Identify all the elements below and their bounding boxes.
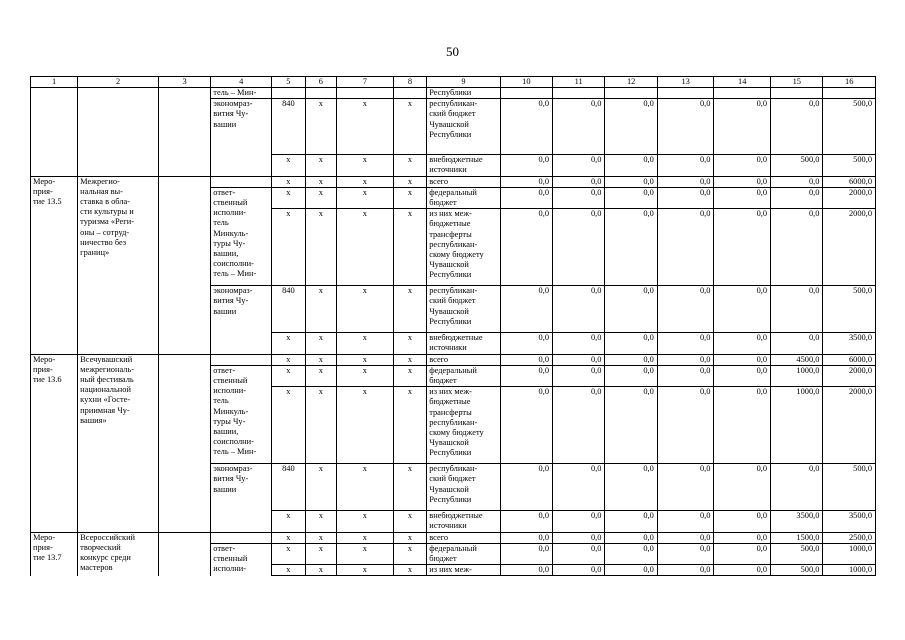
- event-code-cell: Меро- прия- тие 13.5: [31, 176, 78, 354]
- column-header-1: 1: [31, 77, 78, 88]
- x-mark-cell: х: [393, 387, 427, 464]
- program-cell: [158, 88, 210, 177]
- x-mark-cell: х: [337, 155, 394, 176]
- value-cell: 0,0: [553, 387, 605, 464]
- value-cell: 0,0: [553, 155, 605, 176]
- value-cell: 3500,0: [823, 333, 876, 354]
- x-mark-cell: [337, 88, 394, 99]
- executor-cell: [211, 532, 272, 543]
- value-cell: 500,0: [771, 565, 823, 576]
- value-cell: 0,0: [605, 99, 657, 155]
- column-header-9: 9: [427, 77, 500, 88]
- value-cell: 0,0: [553, 209, 605, 286]
- value-cell: 500,0: [823, 155, 876, 176]
- x-mark-cell: х: [337, 464, 394, 511]
- value-cell: 0,0: [605, 286, 657, 333]
- executor-cell: экономраз- вития Чу- вашии: [211, 286, 272, 354]
- value-cell: 1000,0: [771, 365, 823, 386]
- source-cell: республикан- ский бюджет Чувашской Республики: [427, 99, 500, 155]
- x-mark-cell: [305, 88, 336, 99]
- value-cell: 0,0: [657, 543, 714, 564]
- x-mark-cell: х: [272, 543, 306, 564]
- x-mark-cell: х: [305, 187, 336, 208]
- value-cell: 0,0: [553, 532, 605, 543]
- value-cell: 0,0: [657, 333, 714, 354]
- x-mark-cell: х: [305, 176, 336, 187]
- column-header-14: 14: [714, 77, 771, 88]
- value-cell: 0,0: [553, 333, 605, 354]
- value-cell: 500,0: [771, 155, 823, 176]
- x-mark-cell: х: [337, 187, 394, 208]
- x-mark-cell: х: [393, 565, 427, 576]
- x-mark-cell: х: [272, 565, 306, 576]
- event-name-cell: Всероссийский творческий конкурс среди мастеров: [78, 532, 159, 576]
- x-mark-cell: х: [272, 387, 306, 464]
- column-header-10: 10: [500, 77, 552, 88]
- x-mark-cell: х: [305, 565, 336, 576]
- column-header-8: 8: [393, 77, 427, 88]
- value-cell: 0,0: [500, 543, 552, 564]
- value-cell: 1000,0: [823, 543, 876, 564]
- value-cell: 1000,0: [771, 387, 823, 464]
- x-mark-cell: х: [272, 176, 306, 187]
- value-cell: 0,0: [553, 543, 605, 564]
- value-cell: 0,0: [771, 286, 823, 333]
- value-cell: 0,0: [605, 532, 657, 543]
- value-cell: [823, 88, 876, 99]
- value-cell: 0,0: [605, 365, 657, 386]
- x-mark-cell: х: [305, 387, 336, 464]
- source-cell: внебюджетные источники: [427, 511, 500, 532]
- source-cell: внебюджетные источники: [427, 333, 500, 354]
- value-cell: 0,0: [771, 99, 823, 155]
- table-row: [31, 176, 876, 187]
- x-mark-cell: х: [305, 543, 336, 564]
- x-mark-cell: х: [393, 286, 427, 333]
- program-cell: [158, 532, 210, 576]
- value-cell: 0,0: [500, 176, 552, 187]
- column-header-15: 15: [771, 77, 823, 88]
- value-cell: 6000,0: [823, 176, 876, 187]
- column-header-4: 4: [211, 77, 272, 88]
- x-mark-cell: х: [393, 176, 427, 187]
- x-mark-cell: х: [337, 286, 394, 333]
- x-mark-cell: х: [393, 365, 427, 386]
- value-cell: 0,0: [605, 511, 657, 532]
- grbs-code-cell: 840: [272, 286, 306, 333]
- x-mark-cell: х: [337, 365, 394, 386]
- x-mark-cell: х: [305, 532, 336, 543]
- value-cell: 6000,0: [823, 354, 876, 365]
- x-mark-cell: х: [337, 511, 394, 532]
- column-header-12: 12: [605, 77, 657, 88]
- source-cell: республикан- ский бюджет Чувашской Республики: [427, 464, 500, 511]
- source-cell: внебюджетные источники: [427, 155, 500, 176]
- value-cell: 0,0: [605, 464, 657, 511]
- value-cell: 500,0: [771, 543, 823, 564]
- x-mark-cell: х: [305, 354, 336, 365]
- value-cell: 0,0: [714, 333, 771, 354]
- value-cell: 0,0: [714, 543, 771, 564]
- value-cell: 0,0: [714, 209, 771, 286]
- value-cell: 0,0: [553, 365, 605, 386]
- x-mark-cell: х: [305, 333, 336, 354]
- event-name-cell: Межрегио- нальная вы- ставка в обла- сти культуры и туризма «Реги- оны – сотруд- ничество без границ»: [78, 176, 159, 354]
- source-cell: из них меж- бюджетные трансферты республикан- скому бюджету Чувашской Республики: [427, 387, 500, 464]
- value-cell: 0,0: [500, 209, 552, 286]
- column-header-2: 2: [78, 77, 159, 88]
- value-cell: 0,0: [553, 565, 605, 576]
- source-cell: федеральный бюджет: [427, 543, 500, 564]
- x-mark-cell: х: [305, 155, 336, 176]
- x-mark-cell: х: [272, 354, 306, 365]
- value-cell: 0,0: [500, 565, 552, 576]
- name-cell: [78, 88, 159, 177]
- value-cell: 0,0: [771, 187, 823, 208]
- source-cell: республикан- ский бюджет Чувашской Республики: [427, 286, 500, 333]
- column-header-16: 16: [823, 77, 876, 88]
- column-header-7: 7: [337, 77, 394, 88]
- x-mark-cell: х: [337, 99, 394, 155]
- executor-cell: ответ- ственный исполни-: [211, 543, 272, 576]
- budget-table: [30, 76, 876, 576]
- value-cell: 0,0: [500, 286, 552, 333]
- value-cell: 0,0: [714, 176, 771, 187]
- x-mark-cell: х: [393, 532, 427, 543]
- x-mark-cell: х: [305, 511, 336, 532]
- x-mark-cell: х: [393, 543, 427, 564]
- executor-cell: ответ- ственный исполни- тель Минкуль- туры Чу- вашии, соисполни- тель – Мин-: [211, 187, 272, 285]
- value-cell: 0,0: [657, 365, 714, 386]
- value-cell: 0,0: [714, 187, 771, 208]
- x-mark-cell: х: [337, 354, 394, 365]
- value-cell: 4500,0: [771, 354, 823, 365]
- x-mark-cell: х: [305, 365, 336, 386]
- value-cell: 0,0: [714, 99, 771, 155]
- value-cell: 0,0: [657, 209, 714, 286]
- value-cell: 0,0: [657, 511, 714, 532]
- value-cell: 0,0: [714, 354, 771, 365]
- table-row: [31, 532, 876, 543]
- value-cell: 2000,0: [823, 209, 876, 286]
- x-mark-cell: [272, 88, 306, 99]
- x-mark-cell: х: [272, 532, 306, 543]
- value-cell: 0,0: [500, 464, 552, 511]
- x-mark-cell: х: [393, 187, 427, 208]
- value-cell: 3500,0: [823, 511, 876, 532]
- value-cell: 0,0: [500, 155, 552, 176]
- program-cell: [158, 176, 210, 354]
- x-mark-cell: х: [272, 209, 306, 286]
- value-cell: 0,0: [771, 209, 823, 286]
- x-mark-cell: х: [393, 464, 427, 511]
- page-number: 50: [446, 44, 459, 59]
- value-cell: 0,0: [553, 464, 605, 511]
- value-cell: 0,0: [605, 354, 657, 365]
- x-mark-cell: х: [393, 333, 427, 354]
- value-cell: 0,0: [714, 155, 771, 176]
- value-cell: 0,0: [553, 187, 605, 208]
- source-cell: федеральный бюджет: [427, 187, 500, 208]
- value-cell: 0,0: [500, 511, 552, 532]
- value-cell: 2500,0: [823, 532, 876, 543]
- value-cell: 0,0: [657, 464, 714, 511]
- x-mark-cell: х: [337, 209, 394, 286]
- value-cell: 0,0: [657, 187, 714, 208]
- source-cell: всего: [427, 354, 500, 365]
- value-cell: 0,0: [657, 565, 714, 576]
- value-cell: 0,0: [605, 565, 657, 576]
- code-cell: [31, 88, 78, 177]
- value-cell: 0,0: [553, 354, 605, 365]
- executor-cell: [211, 354, 272, 365]
- grbs-code-cell: 840: [272, 464, 306, 511]
- value-cell: 0,0: [714, 286, 771, 333]
- source-cell: федеральный бюджет: [427, 365, 500, 386]
- header-row: [31, 77, 876, 88]
- event-name-cell: Всечувашский межрегиональ- ный фестиваль национальной кухни «Госте- приимная Чу- вашия»: [78, 354, 159, 532]
- executor-cell: экономраз- вития Чу- вашии: [211, 99, 272, 176]
- value-cell: [771, 88, 823, 99]
- executor-cell: экономраз- вития Чу- вашии: [211, 464, 272, 532]
- source-cell: из них меж-: [427, 565, 500, 576]
- value-cell: [605, 88, 657, 99]
- value-cell: 0,0: [714, 365, 771, 386]
- event-code-cell: Меро- прия- тие 13.6: [31, 354, 78, 532]
- x-mark-cell: [393, 88, 427, 99]
- event-code-cell: Меро- прия- тие 13.7: [31, 532, 78, 576]
- value-cell: [553, 88, 605, 99]
- value-cell: 0,0: [500, 99, 552, 155]
- value-cell: [657, 88, 714, 99]
- value-cell: 0,0: [771, 176, 823, 187]
- column-header-13: 13: [657, 77, 714, 88]
- value-cell: 2000,0: [823, 365, 876, 386]
- x-mark-cell: х: [305, 286, 336, 333]
- column-header-5: 5: [272, 77, 306, 88]
- value-cell: 0,0: [657, 387, 714, 464]
- x-mark-cell: х: [272, 511, 306, 532]
- column-header-3: 3: [158, 77, 210, 88]
- value-cell: 0,0: [657, 354, 714, 365]
- x-mark-cell: х: [337, 176, 394, 187]
- value-cell: 0,0: [605, 155, 657, 176]
- table-row: [31, 354, 876, 365]
- value-cell: 0,0: [605, 543, 657, 564]
- value-cell: 0,0: [500, 187, 552, 208]
- program-cell: [158, 354, 210, 532]
- value-cell: 500,0: [823, 99, 876, 155]
- value-cell: 500,0: [823, 464, 876, 511]
- x-mark-cell: х: [337, 543, 394, 564]
- x-mark-cell: х: [272, 333, 306, 354]
- value-cell: 500,0: [823, 286, 876, 333]
- value-cell: 0,0: [553, 176, 605, 187]
- x-mark-cell: х: [305, 464, 336, 511]
- x-mark-cell: х: [337, 532, 394, 543]
- source-cell: всего: [427, 532, 500, 543]
- value-cell: 0,0: [714, 464, 771, 511]
- column-header-11: 11: [553, 77, 605, 88]
- value-cell: 0,0: [714, 511, 771, 532]
- x-mark-cell: х: [393, 511, 427, 532]
- value-cell: 0,0: [605, 209, 657, 286]
- grbs-code-cell: 840: [272, 99, 306, 155]
- value-cell: 0,0: [605, 333, 657, 354]
- value-cell: 0,0: [500, 365, 552, 386]
- x-mark-cell: х: [393, 99, 427, 155]
- x-mark-cell: х: [272, 155, 306, 176]
- executor-cell: тель – Мин-: [211, 88, 272, 99]
- table-row: [31, 88, 876, 99]
- x-mark-cell: х: [337, 565, 394, 576]
- value-cell: 0,0: [714, 532, 771, 543]
- value-cell: 0,0: [553, 511, 605, 532]
- value-cell: 0,0: [714, 565, 771, 576]
- x-mark-cell: х: [393, 155, 427, 176]
- source-cell: всего: [427, 176, 500, 187]
- value-cell: [500, 88, 552, 99]
- value-cell: 0,0: [771, 333, 823, 354]
- x-mark-cell: х: [305, 209, 336, 286]
- value-cell: 0,0: [553, 286, 605, 333]
- value-cell: 0,0: [605, 387, 657, 464]
- value-cell: 0,0: [500, 333, 552, 354]
- value-cell: 0,0: [500, 387, 552, 464]
- value-cell: 0,0: [657, 99, 714, 155]
- value-cell: 0,0: [657, 155, 714, 176]
- x-mark-cell: х: [305, 99, 336, 155]
- value-cell: 0,0: [500, 532, 552, 543]
- executor-cell: ответ- ственный исполни- тель Минкуль- туры Чу- вашии, соисполни- тель – Мин-: [211, 365, 272, 463]
- x-mark-cell: х: [337, 387, 394, 464]
- value-cell: 1500,0: [771, 532, 823, 543]
- value-cell: 0,0: [714, 387, 771, 464]
- value-cell: 0,0: [553, 99, 605, 155]
- x-mark-cell: х: [272, 365, 306, 386]
- x-mark-cell: х: [337, 333, 394, 354]
- x-mark-cell: х: [272, 187, 306, 208]
- value-cell: 0,0: [771, 464, 823, 511]
- source-cell: Республики: [427, 88, 500, 99]
- column-header-6: 6: [305, 77, 336, 88]
- value-cell: 3500,0: [771, 511, 823, 532]
- value-cell: 0,0: [605, 176, 657, 187]
- value-cell: 2000,0: [823, 187, 876, 208]
- value-cell: 0,0: [657, 532, 714, 543]
- value-cell: 0,0: [657, 286, 714, 333]
- value-cell: 2000,0: [823, 387, 876, 464]
- value-cell: 0,0: [605, 187, 657, 208]
- x-mark-cell: х: [393, 354, 427, 365]
- value-cell: [714, 88, 771, 99]
- value-cell: 1000,0: [823, 565, 876, 576]
- value-cell: 0,0: [500, 354, 552, 365]
- executor-cell: [211, 176, 272, 187]
- x-mark-cell: х: [393, 209, 427, 286]
- source-cell: из них меж- бюджетные трансферты республикан- скому бюджету Чувашской Республики: [427, 209, 500, 286]
- value-cell: 0,0: [657, 176, 714, 187]
